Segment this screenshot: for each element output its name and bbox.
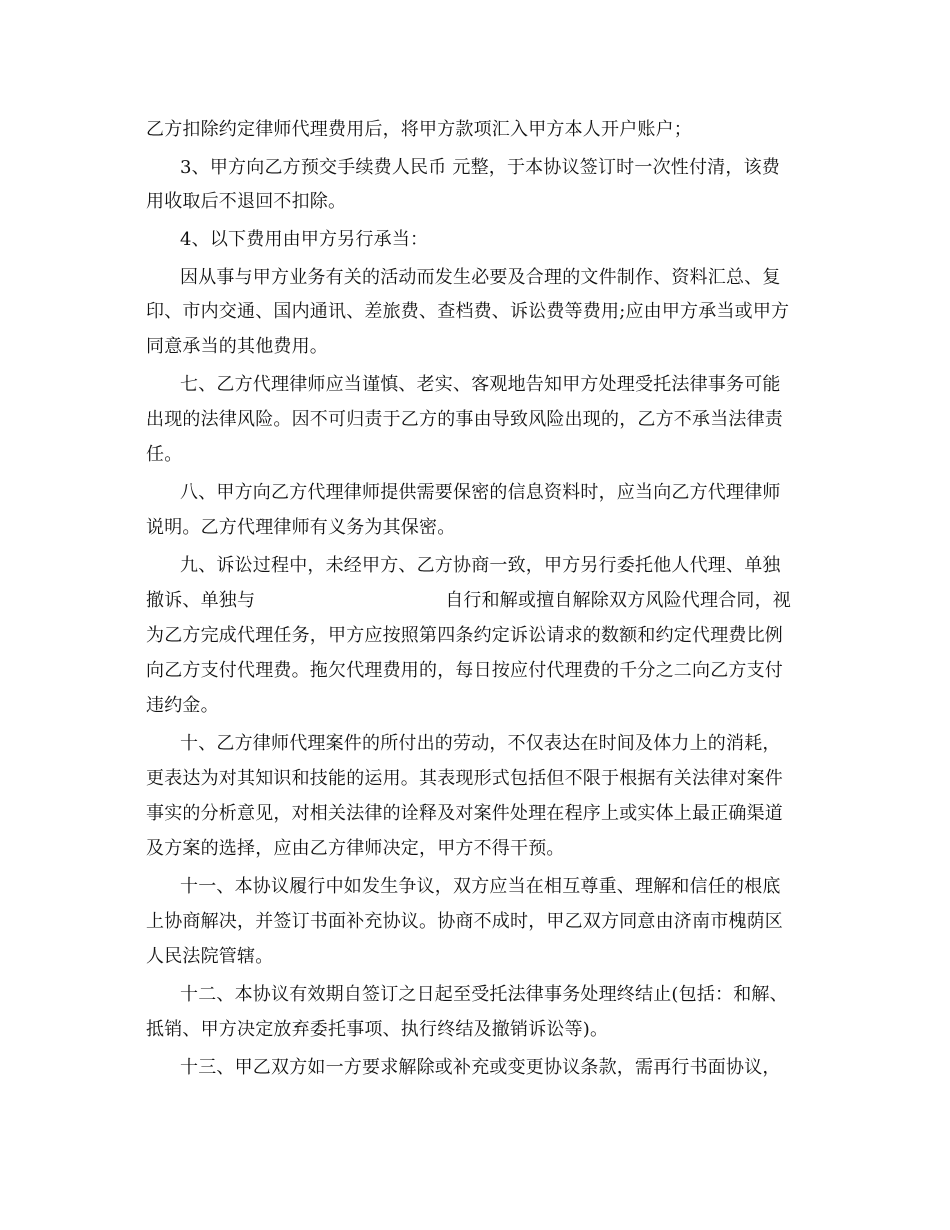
text-line: 更表达为对其知识和技能的运用。其表现形式包括但不限于根据有关法律对案件 xyxy=(146,768,783,789)
text-line: 3、甲方向乙方预交手续费人民币 元整，于本协议签订时一次性付清，该费 xyxy=(180,157,780,178)
text-line: 同意承当的其他费用。 xyxy=(146,336,328,357)
text-line: 乙方扣除约定律师代理费用后，将甲方款项汇入甲方本人开户账户； xyxy=(146,119,692,140)
text-line: 违约金。 xyxy=(146,695,219,716)
text-line: 为乙方完成代理任务，甲方应按照第四条约定诉讼请求的数额和约定代理费比例 xyxy=(146,625,783,646)
text-line: 抵销、甲方决定放弃委托事项、执行终结及撤销诉讼等)。 xyxy=(146,1019,609,1040)
text-line: 十一、本协议履行中如发生争议，双方应当在相互尊重、理解和信任的根底 xyxy=(180,876,781,897)
text-line: 任。 xyxy=(146,444,183,465)
text-line: 事实的分析意见，对相关法律的诠释及对案件处理在程序上或实体上最正确渠道 xyxy=(146,803,783,824)
text-line: 十、乙方律师代理案件的所付出的劳动，不仅表达在时间及体力上的消耗， xyxy=(180,733,781,754)
text-segment: 自行和解或擅自解除双方风险代理合同，视 xyxy=(445,590,792,611)
text-line: 十三、甲乙双方如一方要求解除或补充或变更协议条款，需再行书面协议， xyxy=(180,1057,781,1078)
text-line-split xyxy=(146,589,811,613)
text-line: 七、乙方代理律师应当谨慎、老实、客观地告知甲方处理受托法律事务可能 xyxy=(180,374,781,395)
text-line: 上协商解决，并签订书面补充协议。协商不成时，甲乙双方同意由济南市槐荫区 xyxy=(146,911,783,932)
text-line: 八、甲方向乙方代理律师提供需要保密的信息资料时，应当向乙方代理律师 xyxy=(180,482,781,503)
text-line: 九、诉讼过程中，未经甲方、乙方协商一致，甲方另行委托他人代理、单独 xyxy=(180,555,781,576)
text-line: 人民法院管辖。 xyxy=(146,946,274,967)
text-line: 及方案的选择，应由乙方律师决定，甲方不得干预。 xyxy=(146,838,565,859)
text-line: 出现的法律风险。因不可归责于乙方的事由导致风险出现的，乙方不承当法律责 xyxy=(146,409,783,430)
text-segment: 撤诉、单独与 xyxy=(146,590,256,611)
text-line: 印、市内交通、国内通讯、差旅费、查档费、诉讼费等费用;应由甲方承当或甲方 xyxy=(146,301,790,322)
text-line: 向乙方支付代理费。拖欠代理费用的，每日按应付代理费的千分之二向乙方支付 xyxy=(146,660,783,681)
text-line: 因从事与甲方业务有关的活动而发生必要及合理的文件制作、资料汇总、复 xyxy=(180,267,781,288)
text-line: 用收取后不退回不扣除。 xyxy=(146,191,347,212)
text-line: 十二、本协议有效期自签订之日起至受托法律事务处理终结止(包括：和解、 xyxy=(180,984,788,1005)
text-line: 说明。乙方代理律师有义务为其保密。 xyxy=(146,517,456,538)
text-line: 4、以下费用由甲方另行承当： xyxy=(180,229,429,250)
